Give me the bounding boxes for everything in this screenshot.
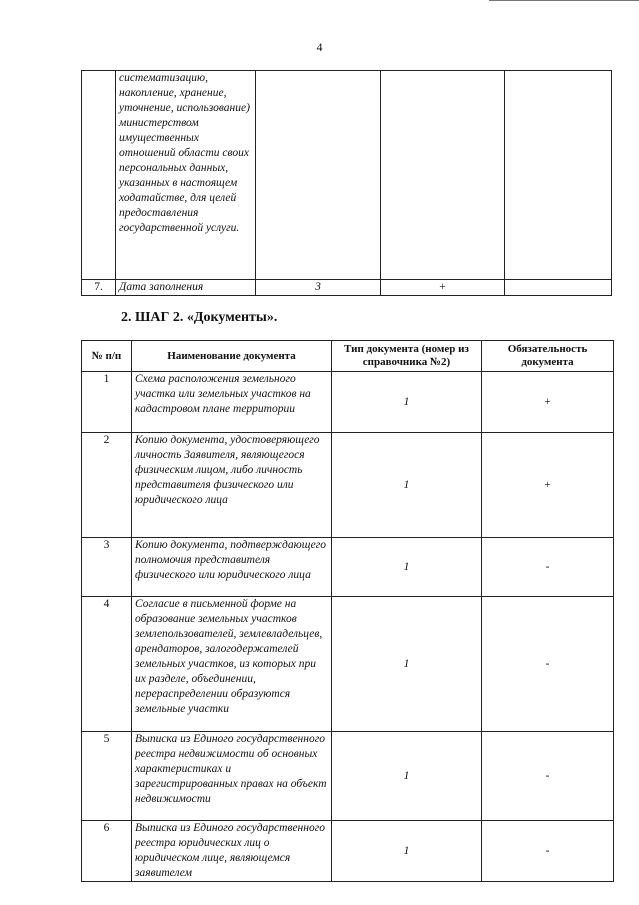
table-row [82, 597, 614, 732]
scan-top-line [489, 0, 639, 1]
continued-cell-text: систематизацию, накопление, хранение, уточнение, использование) министерством имущественных отношений области своих персональных данных, указанных в настоящем ходатайстве, для целей предоставления государственной услуги. [116, 71, 256, 280]
row-number: 5 [82, 732, 132, 821]
table-row [82, 433, 614, 538]
document-type: 1 [332, 433, 482, 538]
table-row [82, 538, 614, 597]
document-type: 1 [332, 372, 482, 433]
row-number: 6 [82, 821, 132, 882]
row-type: 3 [256, 280, 381, 296]
document-name: Копию документа, удостоверяющего личность Заявителя, являющегося физическим лицом, либо личность представителя физического или юридического лица [132, 433, 332, 538]
row-number: 4 [82, 597, 132, 732]
table-row [82, 372, 614, 433]
document-name: Выписка из Единого государственного реестра юридических лиц о юридическом лице, являющемся заявителем [132, 821, 332, 882]
document-required: + [482, 372, 614, 433]
table-row [82, 280, 612, 296]
document-type: 1 [332, 538, 482, 597]
header-name: Наименование документа [132, 341, 332, 372]
page-number: 4 [316, 40, 323, 54]
documents-table [81, 340, 614, 882]
document-type: 1 [332, 732, 482, 821]
row-number: 1 [82, 372, 132, 433]
document-required: - [482, 538, 614, 597]
row-number: 3 [82, 538, 132, 597]
table-header-row [82, 341, 614, 372]
document-name: Выписка из Единого государственного реестра недвижимости об основных характеристиках и зарегистрированных правах на объект недвижимости [132, 732, 332, 821]
table-row [82, 71, 612, 280]
document-required: - [482, 597, 614, 732]
document-type: 1 [332, 821, 482, 882]
header-type: Тип документа (номер из справочника №2) [332, 341, 482, 372]
document-name: Копию документа, подтверждающего полномочия представителя физического или юридического лица [132, 538, 332, 597]
document-required: - [482, 732, 614, 821]
row-number: 7. [82, 280, 116, 296]
section-heading: 2. ШАГ 2. «Документы». [121, 310, 278, 325]
document-name: Согласие в письменной форме на образование земельных участков землепользователей, землевладельцев, арендаторов, залогодержателей земельных участков, из которых при их разделе, объединении, перераспределении образуются земельные участки [132, 597, 332, 732]
row-number: 2 [82, 433, 132, 538]
table-row [82, 821, 614, 882]
document-required: + [482, 433, 614, 538]
header-required: Обязательность документа [482, 341, 614, 372]
document-name: Схема расположения земельного участка или земельных участков на кадастровом плане территории [132, 372, 332, 433]
table-row [82, 732, 614, 821]
row-extra [505, 280, 612, 296]
row-required: + [381, 280, 505, 296]
row-label: Дата заполнения [116, 280, 256, 296]
header-num: № п/п [82, 341, 132, 372]
document-type: 1 [332, 597, 482, 732]
table-continuation [81, 70, 612, 296]
document-required: - [482, 821, 614, 882]
